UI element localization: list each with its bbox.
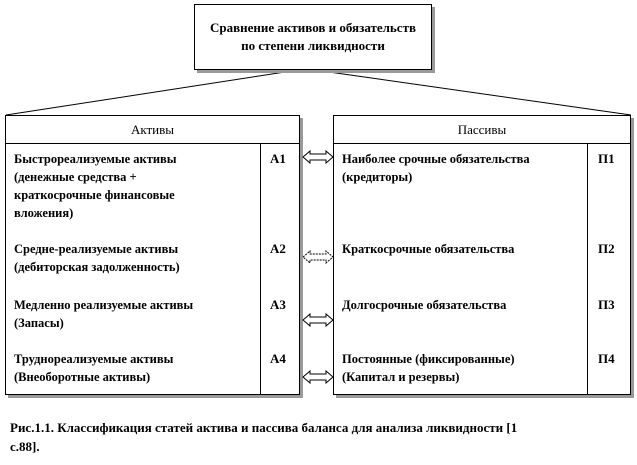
liability-p1-line-1: Наиболее срочные обязательства <box>342 152 530 166</box>
liability-code-p2: П2 <box>598 241 615 256</box>
liability-code-p1: П1 <box>598 151 615 166</box>
assets-heading: Активы <box>6 116 299 144</box>
assets-panel <box>5 115 300 395</box>
comparison-title-box <box>194 4 432 70</box>
liability-p4-line-1: Постоянные (фиксированные) <box>342 352 515 366</box>
comparison-arrow-2 <box>302 250 334 264</box>
asset-a1-line-4: вложения) <box>14 206 74 220</box>
figure-caption-line-2: с.88]. <box>10 439 40 454</box>
asset-row-a1 <box>14 150 177 222</box>
comparison-arrow-4 <box>302 370 334 384</box>
asset-a4-line-1: Труднореализуемые активы <box>14 352 174 366</box>
connector-right-line <box>315 70 631 115</box>
asset-a1-line-1: Быстрореализуемые активы <box>14 152 177 166</box>
comparison-title-line-1: Сравнение активов и обязательств <box>210 20 416 35</box>
figure-caption-line-1: Рис.1.1. Классификация статей актива и пассива баланса для анализа ликвидности [1 <box>10 420 518 435</box>
asset-row-a3 <box>14 296 193 332</box>
asset-row-a4 <box>14 350 173 386</box>
asset-a2-line-1: Средне-реализуемые активы <box>14 242 179 256</box>
liabilities-code-divider <box>587 143 588 394</box>
asset-code-a1: А1 <box>270 151 286 166</box>
liability-p1-line-2: (кредиторы) <box>342 170 413 184</box>
asset-row-a2 <box>14 240 180 276</box>
liabilities-panel <box>333 115 631 395</box>
liability-p4-line-2: (Капитал и резервы) <box>342 370 460 384</box>
liability-p3-line-1: Долгосрочные обязательства <box>342 298 507 312</box>
liability-code-p3: П3 <box>598 297 615 312</box>
liabilities-heading: Пассивы <box>334 116 630 144</box>
liability-row-p4 <box>342 350 515 386</box>
liability-row-p1 <box>342 150 530 186</box>
asset-a1-line-2: (денежные средства + <box>14 170 137 184</box>
asset-a3-line-1: Медленно реализуемые активы <box>14 298 194 312</box>
asset-a2-line-2: (дебиторская задолженность) <box>14 260 180 274</box>
liability-code-p4: П4 <box>598 351 615 366</box>
liability-row-p2 <box>342 240 514 258</box>
liability-p2-line-1: Краткосрочные обязательства <box>342 242 515 256</box>
asset-code-a2: А2 <box>270 241 286 256</box>
asset-a3-line-2: (Запасы) <box>14 316 64 330</box>
comparison-title-line-2: по степени ликвидности <box>241 38 385 53</box>
comparison-arrow-1 <box>302 150 334 164</box>
asset-a1-line-3: краткосрочные финансовые <box>14 188 175 202</box>
asset-a4-line-2: (Внеоборотные активы) <box>14 370 151 384</box>
asset-code-a3: А3 <box>270 297 286 312</box>
asset-code-a4: А4 <box>270 351 286 366</box>
figure-caption <box>10 418 610 456</box>
liability-row-p3 <box>342 296 506 314</box>
comparison-arrow-3 <box>302 313 334 327</box>
connector-left-line <box>6 70 298 115</box>
assets-code-divider <box>260 143 261 394</box>
